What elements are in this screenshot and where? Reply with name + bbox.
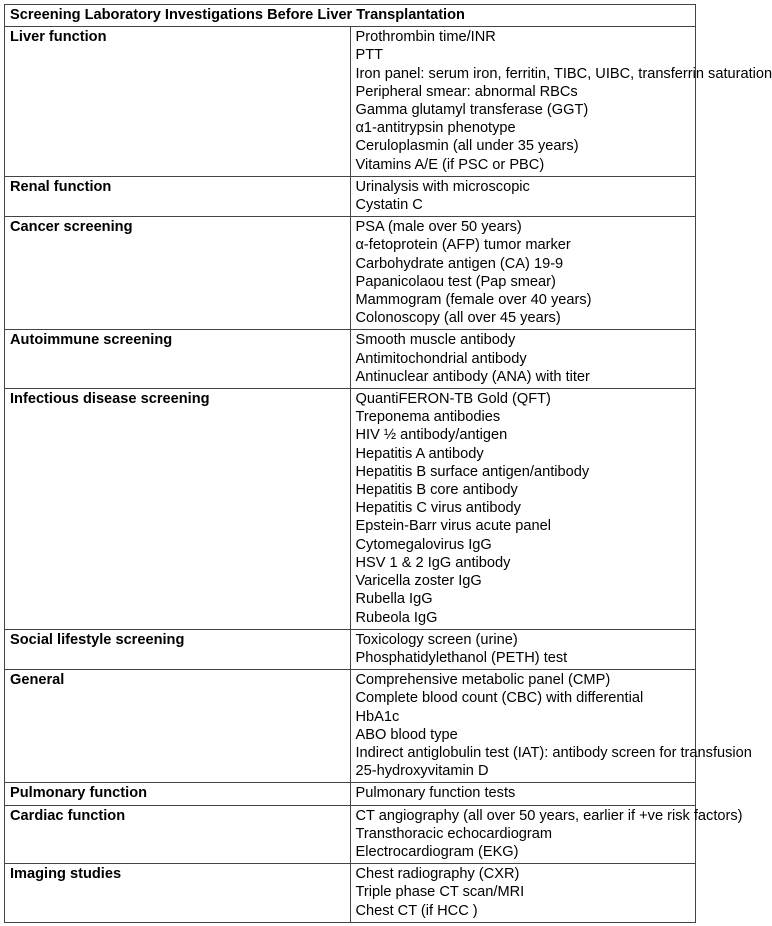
test-item: Ceruloplasmin (all under 35 years) [355, 138, 579, 155]
category-cell: Cancer screening [5, 217, 351, 330]
test-item: Hepatitis B surface antigen/antibody [355, 463, 590, 480]
test-item: Smooth muscle antibody [355, 332, 516, 349]
table-title-row [5, 5, 696, 27]
test-item: Chest radiography (CXR) [355, 866, 520, 883]
test-item: Cystatin C [355, 197, 423, 214]
test-item: Antinuclear antibody (ANA) with titer [355, 368, 590, 385]
test-item: α-fetoprotein (AFP) tumor marker [355, 237, 571, 254]
test-item: Phosphatidylethanol (PETH) test [355, 649, 568, 666]
test-item: PSA (male over 50 years) [355, 219, 522, 236]
table-row [5, 217, 696, 330]
test-item: Prothrombin time/INR [355, 29, 496, 46]
tests-cell [350, 217, 696, 330]
category-cell: Infectious disease screening [5, 389, 351, 630]
category-cell: Pulmonary function [5, 783, 351, 805]
test-item: Peripheral smear: abnormal RBCs [355, 83, 578, 100]
tests-cell [350, 27, 772, 177]
test-item: Papanicolaou test (Pap smear) [355, 273, 556, 290]
table-row [5, 670, 696, 783]
test-item: Mammogram (female over 40 years) [355, 292, 592, 309]
tests-cell [350, 389, 696, 630]
test-item: Varicella zoster IgG [355, 573, 482, 590]
test-item: HIV ½ antibody/antigen [355, 427, 508, 444]
tests-cell [350, 805, 743, 864]
test-item: QuantiFERON-TB Gold (QFT) [355, 391, 551, 408]
test-item: Hepatitis C virus antibody [355, 500, 521, 517]
test-item: HSV 1 & 2 IgG antibody [355, 554, 511, 571]
table-row [5, 805, 696, 864]
test-item: 25-hydroxyvitamin D [355, 763, 489, 780]
test-item: Antimitochondrial antibody [355, 350, 527, 367]
table-row [5, 629, 696, 669]
test-item: α1-antitrypsin phenotype [355, 120, 516, 137]
table-body [5, 27, 772, 923]
test-item: Carbohydrate antigen (CA) 19-9 [355, 255, 564, 272]
test-item: Indirect antiglobulin test (IAT): antibody screen for transfusion [355, 744, 752, 761]
test-item: Complete blood count (CBC) with differential [355, 690, 644, 707]
tests-cell [350, 864, 696, 923]
table-row [5, 330, 696, 389]
test-item: Comprehensive metabolic panel (CMP) [355, 672, 611, 689]
category-cell: Liver function [5, 27, 351, 177]
test-item: Electrocardiogram (EKG) [355, 843, 519, 860]
test-item: Treponema antibodies [355, 409, 501, 426]
test-item: Colonoscopy (all over 45 years) [355, 310, 561, 327]
tests-cell [350, 670, 752, 783]
test-item: Pulmonary function tests [355, 785, 516, 802]
tests-cell [350, 176, 696, 216]
table-row [5, 389, 696, 630]
test-item: Rubella IgG [355, 591, 433, 608]
test-item: Chest CT (if HCC ) [355, 902, 478, 919]
table-row [5, 864, 696, 923]
test-item: Triple phase CT scan/MRI [355, 884, 525, 901]
table-row [5, 27, 696, 177]
table-row [5, 783, 696, 805]
tests-cell [350, 783, 696, 805]
test-item: Rubeola IgG [355, 609, 438, 626]
category-cell: Social lifestyle screening [5, 629, 351, 669]
category-cell: Autoimmune screening [5, 330, 351, 389]
test-item: Hepatitis B core antibody [355, 482, 518, 499]
test-item: Iron panel: serum iron, ferritin, TIBC, UIBC, transferrin saturation [355, 65, 772, 82]
test-item: Toxicology screen (urine) [355, 631, 518, 648]
tests-cell [350, 629, 696, 669]
table-row [5, 176, 696, 216]
category-cell: Cardiac function [5, 805, 351, 864]
test-item: Urinalysis with microscopic [355, 178, 530, 195]
test-item: Epstein-Barr virus acute panel [355, 518, 551, 535]
test-item: HbA1c [355, 708, 400, 725]
test-item: CT angiography (all over 50 years, earlier if +ve risk factors) [355, 807, 743, 824]
test-item: PTT [355, 47, 384, 64]
test-item: Hepatitis A antibody [355, 445, 484, 462]
tests-cell [350, 330, 696, 389]
category-cell: Imaging studies [5, 864, 351, 923]
test-item: ABO blood type [355, 726, 458, 743]
test-item: Gamma glutamyl transferase (GGT) [355, 102, 589, 119]
category-cell: Renal function [5, 176, 351, 216]
table-title: Screening Laboratory Investigations Before Liver Transplantation [5, 5, 696, 27]
test-item: Cytomegalovirus IgG [355, 536, 492, 553]
test-item: Transthoracic echocardiogram [355, 825, 553, 842]
test-item: Vitamins A/E (if PSC or PBC) [355, 156, 545, 173]
screening-table [4, 4, 772, 923]
category-cell: General [5, 670, 351, 783]
